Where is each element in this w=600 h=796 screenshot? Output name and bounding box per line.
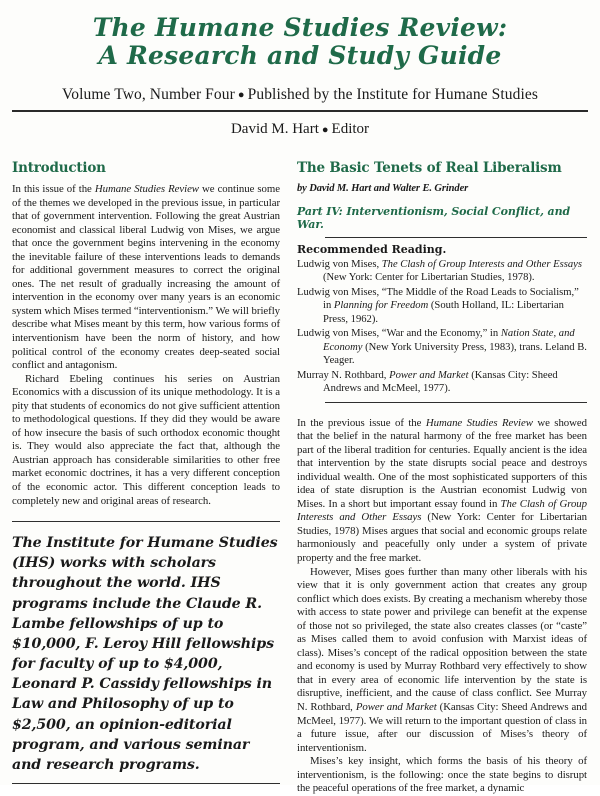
introduction-heading: Introduction [12,160,106,176]
editor-name: David M. Hart [230,121,319,137]
art-p1-part-c: (New York: Center for Libertarian Studies, 1978) Mises argues that social and economic groups relate harmoniously and peacefully only under a system of private property and the free market. [297,511,587,564]
list-item [297,258,587,285]
art-p2-italic-title: Power and Market [355,701,437,714]
bullet-separator-icon: ● [237,89,245,102]
art-p1-italic-title: Humane Studies Review [425,416,533,429]
recommended-reading-bottom-divider [325,402,587,403]
art-p1-part-b: we showed that the belief in the natural harmony of the free market has been part of the liberal tradition for centuries. Equally ancient is the idea that intervention by the state disrupts social peace and destroys individual wealth. One of the most sophisticated supporters of this idea of state disruption is the Austrian economist Ludwig von Mises. In a short but important essay found in [297,416,587,510]
article-byline: by David M. Hart and Walter E. Grinder [297,183,469,194]
reference-publisher-0: (New York: Center for Libertarian Studies, 1978). [323,272,535,284]
editor-role: Editor [331,121,370,137]
art-p2-part-a: However, Mises goes further than many other liberals with his view that it is only government action that creates any group conflict which does exists. By creating a mechanism whereby those with access to state power and privilege can benefit at the expense of those not so privileged, the state also creates classes (or “caste” as Mises called them to avoid confusion with Marxist ideas of class). Mises’s concept of the radical opposition between the state and economy is used by Murray Rothbard very effectively to show that in every area of economic life intervention by the state is disruptive, inefficient, and the cause of class conflict. See Murray N. Rothbard, [297,565,587,714]
reference-title-3: Power and Market [389,369,469,381]
reference-title-1: Planning for Freedom [333,300,429,312]
article-paragraph-2 [297,566,587,756]
promo-bottom-divider [12,783,280,784]
intro-p1-part-a: In this issue of the [12,183,95,195]
introduction-paragraph-2: Richard Ebeling continues his series on Austrian Economics with a discussion of its unique methodology. It is a pity that students of economics do not give sufficient attention to methodological questions. If they did they would be aware of how insecure the basis of such orthodox economic thought is. They would also appreciate the fact that, although the Austrian approach has considerable similarities to other free market economic doctrines, it has a very different conception of the economic actor. This different conception leads to completely new and original areas of research. [12,372,280,507]
introduction-paragraph-1 [12,183,280,373]
intro-p1-part-b: we continue some of the themes we developed in the previous issue, in particular that of government intervention. Following the great Austrian economist and classical liberal Ludwig von Mises, we argue that once the government begins intervening in the economy the inevitable failure of these interventions leads to demands for additional government measures to correct the original ones. The net result of gradually increasing the amount of intervention in the economy over many years is an economic system which Mises termed “interventionism.” We will briefly describe what Mises meant by this term, how various forms of interventionism have been the norm of history, and how political control of the economy creates deep-seated social conflict and antagonism. [12,183,280,372]
intro-p1-italic-title: Humane Studies Review [94,183,199,195]
masthead [12,0,588,138]
article-columns [12,160,588,796]
article-part-heading: Part IV: Interventionism, Social Conflict, and War. [297,205,571,231]
promo-top-divider [12,521,280,522]
list-item [297,286,587,326]
ihs-promo-text: The Institute for Humane Studies (IHS) works with scholars throughout the world. IHS programs include the Claude R. Lambe fellowships of up to $10,000, F. Leroy Hill fellowships for faculty of up to $4,000, Leonard P. Cassidy fellowships in Law and Philosophy of up to $2,500, an opinion-editorial program, and various seminar and research programs. [12,535,278,773]
reference-author-1: Ludwig von Mises, “The Middle of the Road Leads to Socialism,” in [297,286,579,312]
list-item [297,369,587,396]
art-p1-part-a: In the previous issue of the [297,416,426,429]
publication-title-line-2: A Research and Study Guide [98,41,502,70]
volume-line [12,86,588,104]
reference-publisher-3: (Kansas City: Sheed Andrews and McMeel, 1977). [323,369,558,395]
publication-title [12,14,588,70]
list-item [297,327,587,367]
right-column [297,160,587,796]
recommended-reading-top-divider [325,237,587,238]
reference-list [297,258,587,396]
reference-author-3: Murray N. Rothbard, [297,369,390,381]
bullet-separator-icon-2: ● [321,123,329,136]
reference-author-2: Ludwig von Mises, “War and the Economy,” in [297,328,501,340]
recommended-reading-heading: Recommended Reading. [297,243,447,256]
article-paragraph-3: Mises’s key insight, which forms the basis of his theory of interventionism, is the following: once the state begins to disrupt the peaceful operations of the free market, a dynamic [297,755,587,795]
publication-title-line-1: The Humane Studies Review: [92,13,508,42]
reference-author-0: Ludwig von Mises, [297,259,382,270]
volume-number: Volume Two, Number Four [62,86,235,103]
article-paragraph-1 [297,417,587,566]
left-column [12,160,280,796]
reference-title-2: Nation State, and Economy [323,328,575,353]
article-heading: The Basic Tenets of Real Liberalism [297,160,562,176]
reference-publisher-1: (South Holland, IL: Libertarian Press, 1962). [323,300,564,325]
reference-title-0: The Clash of Group Interests and Other Essays [381,259,582,270]
editor-line [12,121,588,138]
publisher-name: Published by the Institute for Humane Studies [247,86,538,103]
art-p2-part-b: (Kansas City: Sheed Andrews and McMeel, 1977). We will return to the important question of class in a future issue, after our discussion of Mises’s theory of interventionism. [297,701,587,754]
reference-publisher-2: (New York University Press, 1983), trans. Leland B. Yeager. [323,341,587,367]
art-p1-italic-title-2: The Clash of Group Interests and Other Essays [297,497,587,524]
masthead-divider [12,110,588,112]
column-spacer [297,408,587,417]
